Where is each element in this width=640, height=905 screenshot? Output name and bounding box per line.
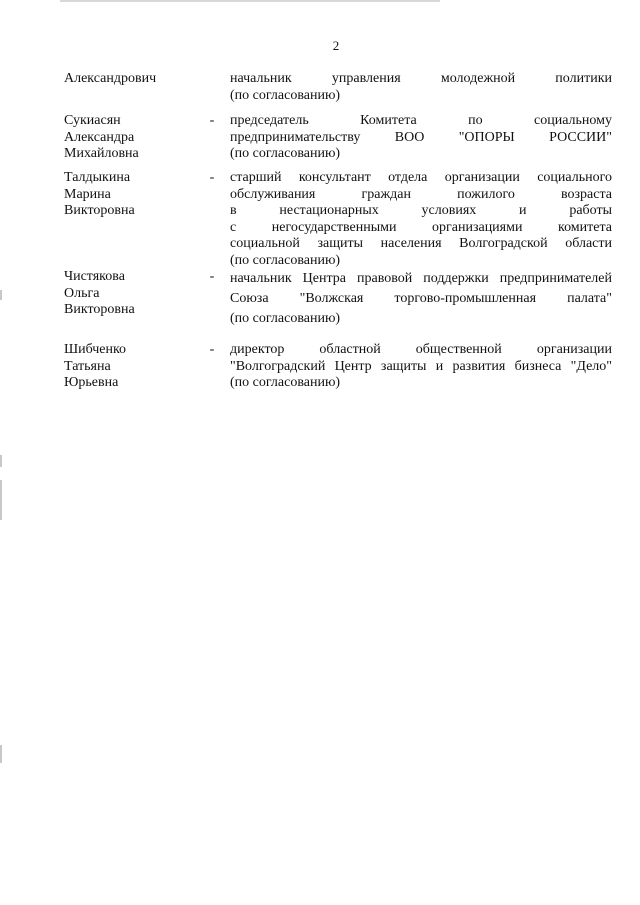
- position-line: (по согласованию): [230, 146, 341, 161]
- position-line: председатель Комитета по социальному: [230, 113, 612, 128]
- member-position: [230, 113, 612, 163]
- scan-margin-mark: [0, 455, 2, 467]
- name-line: Михайловна: [64, 146, 139, 161]
- dash-separator: -: [209, 113, 215, 128]
- position-line: (по согласованию): [230, 252, 341, 268]
- position-line: "Волгоградский Центр защиты и развития бизнеса "Дело": [230, 358, 612, 374]
- member-position: [230, 71, 612, 104]
- name-line: Викторовна: [64, 302, 135, 317]
- name-line: Шибченко: [64, 342, 127, 357]
- position-line: в нестационарных условиях и работы: [230, 203, 612, 218]
- dash-separator: -: [209, 342, 215, 357]
- member-name: [64, 170, 214, 220]
- name-line: Викторовна: [64, 203, 135, 218]
- member-name: [64, 269, 214, 319]
- member-position: [230, 269, 612, 329]
- scan-margin-mark: [0, 745, 2, 763]
- page-number: 2: [332, 38, 340, 53]
- member-name: [64, 342, 214, 392]
- scan-margin-mark: [0, 480, 2, 520]
- scan-margin-mark: [0, 290, 2, 300]
- position-line: предпринимательству ВОО "ОПОРЫ РОССИИ": [230, 129, 612, 145]
- member-name: [64, 71, 214, 88]
- name-line: Ольга: [64, 285, 100, 301]
- position-line: старший консультант отдела организации социального: [230, 170, 612, 185]
- position-line: директор областной общественной организации: [230, 342, 612, 357]
- name-line: Александрович: [64, 71, 157, 86]
- name-line: Сукиасян: [64, 113, 121, 128]
- name-line: Юрьевна: [64, 375, 119, 390]
- position-line: с негосударственными организациями комитета: [230, 219, 612, 235]
- scan-edge-line: [60, 0, 440, 2]
- position-line: начальник Центра правовой поддержки предпринимателей: [230, 271, 612, 286]
- name-line: Татьяна: [64, 358, 111, 374]
- position-line: (по согласованию): [230, 87, 341, 103]
- position-line: обслуживания граждан пожилого возраста: [230, 186, 612, 202]
- member-name: [64, 113, 214, 163]
- member-position: [230, 342, 612, 392]
- name-line: Александра: [64, 129, 135, 145]
- name-line: Талдыкина: [64, 170, 131, 185]
- position-line: социальной защиты населения Волгоградской области: [230, 236, 612, 251]
- position-line: (по согласованию): [230, 375, 341, 390]
- position-line: Союза "Волжская торгово-промышленная палата": [230, 291, 612, 306]
- name-line: Марина: [64, 186, 111, 202]
- position-line: (по согласованию): [230, 311, 341, 326]
- name-line: Чистякова: [64, 269, 125, 284]
- position-line: начальник управления молодежной политики: [230, 71, 612, 86]
- dash-separator: -: [209, 170, 215, 185]
- dash-separator: -: [209, 269, 215, 284]
- member-position: [230, 170, 612, 269]
